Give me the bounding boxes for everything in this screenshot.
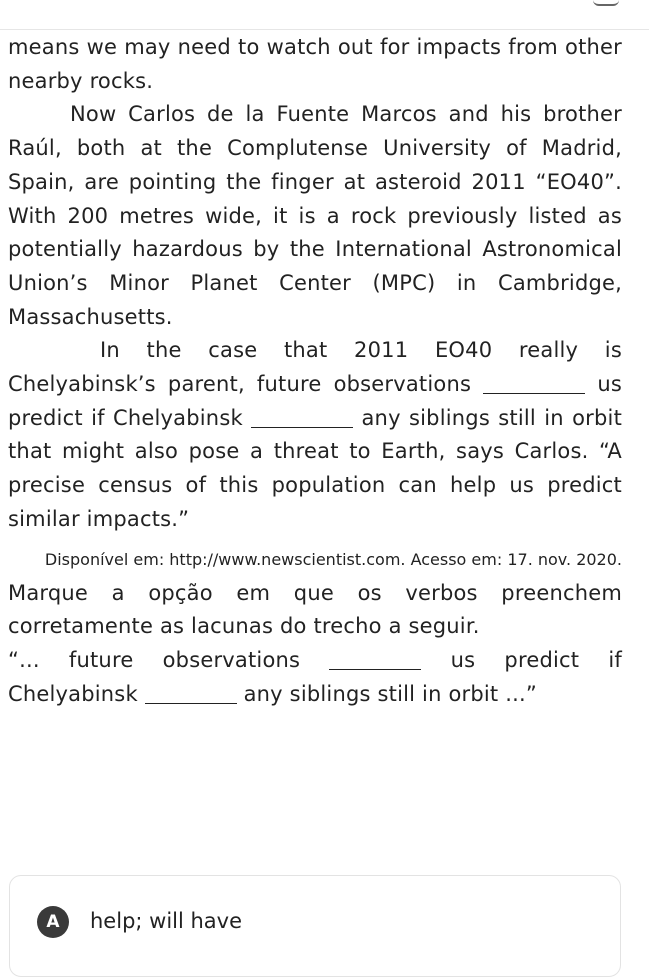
quote-text: us predict if Chelyabinsk	[8, 647, 623, 706]
passage-paragraph-3	[8, 334, 622, 536]
top-bar	[0, 0, 649, 30]
passage-text: In the case that 2011 EO40 really is Chelyabinsk’s parent, future observations	[8, 338, 622, 397]
top-divider	[0, 29, 649, 30]
option-text: help; will have	[90, 909, 243, 933]
passage-text: any siblings still in orbit that might also pose a threat to Earth, says Carlos. “A precise census of this population can help us predict similar impacts.”	[8, 405, 622, 531]
question-quote	[8, 644, 622, 711]
option-a-card[interactable]	[9, 875, 621, 977]
passage-paragraph-1: means we may need to watch out for impacts from other nearby rocks.	[8, 35, 622, 93]
passage-text: us predict if Chelyabinsk	[8, 372, 622, 430]
quote-blank-1	[329, 648, 421, 670]
blank-2	[251, 406, 353, 428]
option-letter-badge: A	[37, 906, 69, 938]
question-prompt: Marque a opção em que os verbos preenchem corretamente as lacunas do trecho a seguir.	[8, 580, 622, 639]
question-content	[8, 31, 622, 711]
quote-text: “... future observations	[8, 647, 301, 672]
blank-1	[483, 372, 585, 394]
source-citation: Disponível em: http://www.newscientist.com. Acesso em: 17. nov. 2020.	[44, 549, 622, 569]
quote-text: any siblings still in orbit ...”	[243, 681, 537, 706]
passage-paragraph-2: Now Carlos de la Fuente Marcos and his brother Raúl, both at the Complutense University of Madrid, Spain, are pointing the finger at asteroid 2011 “EO40”. With 200 metres wide, it is a rock previously listed as potentially hazardous by the International Astronomical Union’s Minor Planet Center (MPC) in Cambridge, Massachusetts.	[8, 102, 622, 329]
corner-ornament	[593, 0, 619, 6]
quote-blank-2	[145, 682, 237, 704]
